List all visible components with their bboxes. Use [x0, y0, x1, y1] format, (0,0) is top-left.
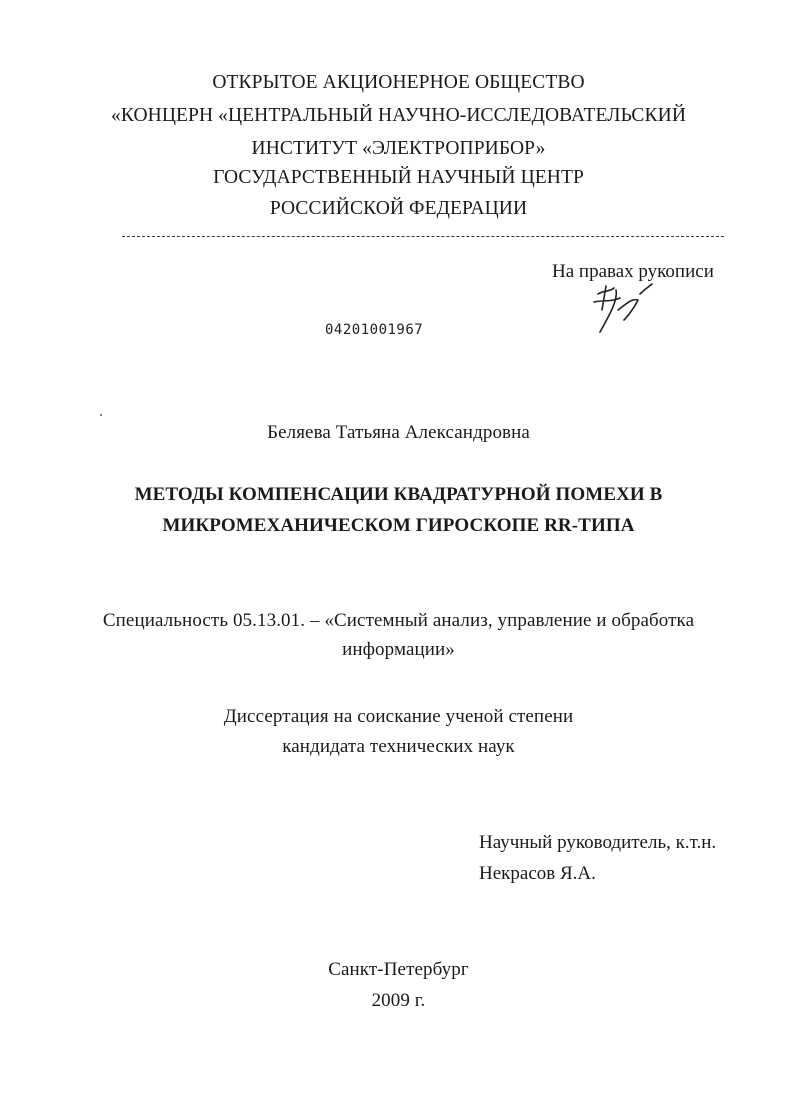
header-line-2: «КОНЦЕРН «ЦЕНТРАЛЬНЫЙ НАУЧНО-ИССЛЕДОВАТЕЛЬСКИЙ — [110, 105, 686, 126]
degree-line-1: Диссертация на соискание ученой степени — [223, 706, 574, 727]
scan-speck — [100, 414, 102, 416]
specialty-line-2: информации» — [342, 639, 455, 660]
specialty-line-1: Специальность 05.13.01. – «Системный анализ, управление и обработка — [102, 610, 695, 631]
header-line-1: ОТКРЫТОЕ АКЦИОНЕРНОЕ ОБЩЕСТВО — [212, 72, 585, 93]
header-line-4: ГОСУДАРСТВЕННЫЙ НАУЧНЫЙ ЦЕНТР — [213, 167, 584, 188]
degree-line-2: кандидата технических наук — [282, 736, 515, 757]
handwritten-signature — [588, 280, 658, 340]
header-line-3: ИНСТИТУТ «ЭЛЕКТРОПРИБОР» — [251, 138, 546, 159]
header-divider — [122, 236, 724, 237]
manuscript-note: На правах рукописи — [552, 261, 714, 282]
registry-number: 04201001967 — [325, 322, 424, 338]
thesis-title-line-2: МИКРОМЕХАНИЧЕСКОМ ГИРОСКОПЕ RR-ТИПА — [162, 515, 635, 536]
header-line-5: РОССИЙСКОЙ ФЕДЕРАЦИИ — [269, 198, 528, 219]
city: Санкт-Петербург — [328, 959, 469, 980]
year: 2009 г. — [371, 990, 426, 1011]
supervisor-name: Некрасов Я.А. — [479, 863, 596, 884]
supervisor-role: Научный руководитель, к.т.н. — [479, 832, 717, 853]
author-name: Беляева Татьяна Александровна — [267, 422, 530, 443]
thesis-title-line-1: МЕТОДЫ КОМПЕНСАЦИИ КВАДРАТУРНОЙ ПОМЕХИ В — [134, 484, 663, 505]
